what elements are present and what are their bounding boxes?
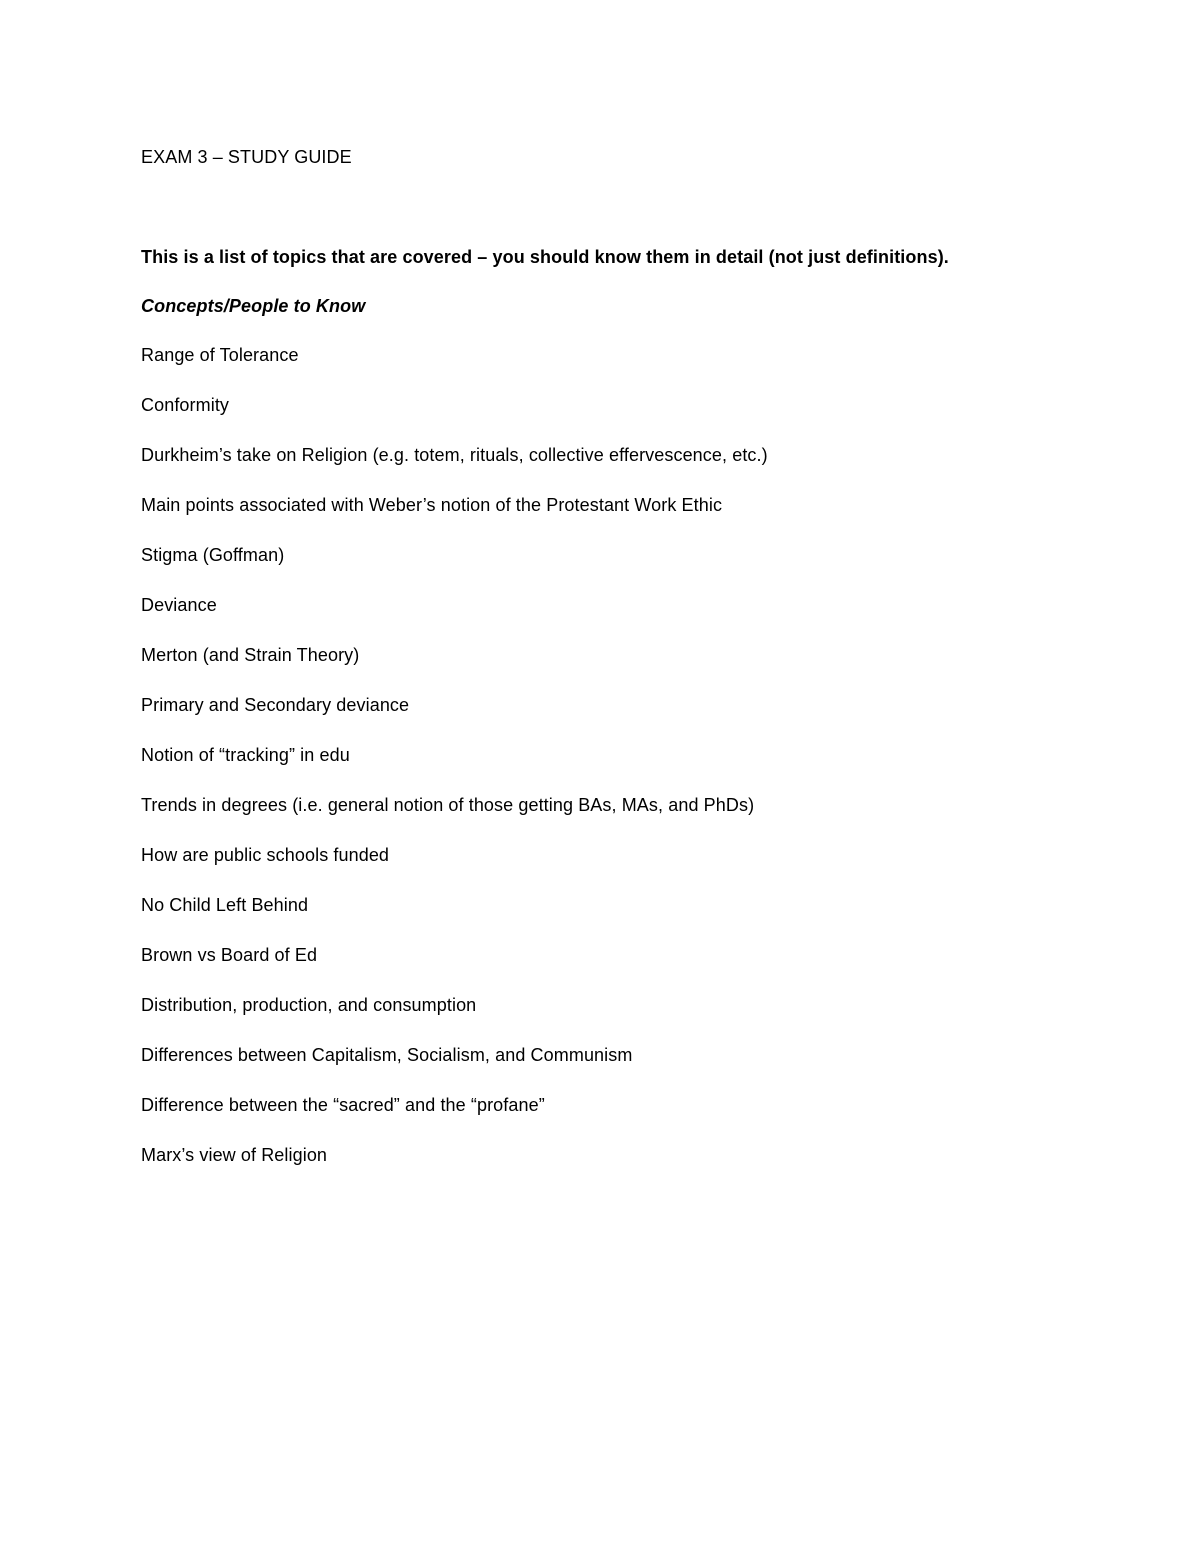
topic-item: Marx’s view of Religion bbox=[141, 1145, 328, 1165]
topic-item: Stigma (Goffman) bbox=[141, 545, 285, 565]
topic-item: No Child Left Behind bbox=[141, 895, 309, 915]
topic-item: Durkheim’s take on Religion (e.g. totem, rituals, collective effervescence, etc.) bbox=[141, 445, 768, 465]
topic-item: Conformity bbox=[141, 395, 230, 415]
topic-item: Deviance bbox=[141, 595, 217, 615]
topic-item: Range of Tolerance bbox=[141, 345, 299, 365]
topic-item: How are public schools funded bbox=[141, 845, 390, 865]
topic-item: Merton (and Strain Theory) bbox=[141, 645, 360, 665]
topic-item: Difference between the “sacred” and the “profane” bbox=[141, 1095, 545, 1115]
topic-item: Notion of “tracking” in edu bbox=[141, 745, 350, 765]
section-heading: Concepts/People to Know bbox=[141, 296, 366, 316]
topic-item: Differences between Capitalism, Socialism, and Communism bbox=[141, 1045, 633, 1065]
topic-item: Primary and Secondary deviance bbox=[141, 695, 410, 715]
topic-item: Brown vs Board of Ed bbox=[141, 945, 318, 965]
topic-item: Main points associated with Weber’s notion of the Protestant Work Ethic bbox=[141, 495, 723, 515]
topic-list bbox=[141, 343, 768, 1193]
topic-item: Distribution, production, and consumption bbox=[141, 995, 477, 1015]
intro-paragraph: This is a list of topics that are covered – you should know them in detail (not just definitions). bbox=[141, 247, 949, 267]
document-title: EXAM 3 – STUDY GUIDE bbox=[141, 147, 352, 167]
topic-item: Trends in degrees (i.e. general notion of those getting BAs, MAs, and PhDs) bbox=[141, 795, 755, 815]
